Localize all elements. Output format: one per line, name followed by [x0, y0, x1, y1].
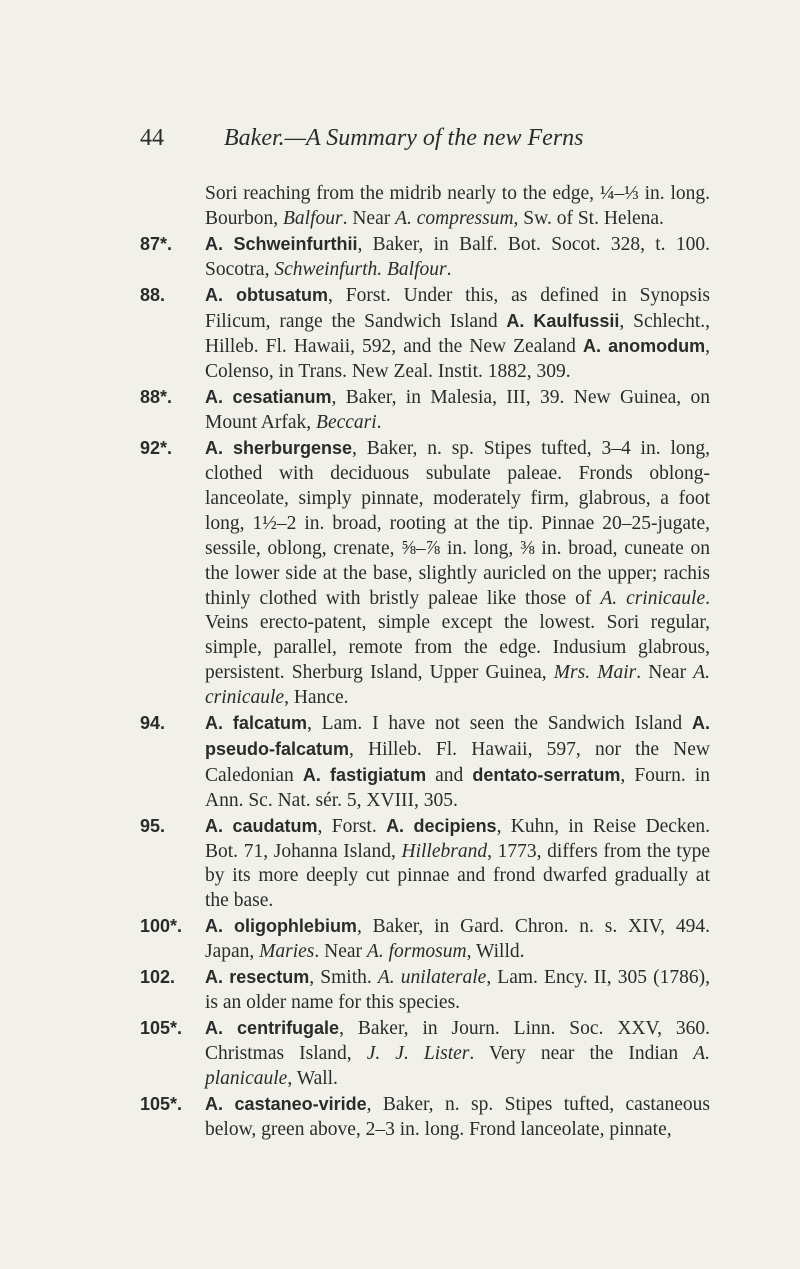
entry-number: 100*.: [140, 916, 183, 937]
italic-text: Maries: [259, 941, 315, 963]
entry-text: , Hance.: [284, 687, 349, 709]
entry-number: 87*.: [140, 233, 173, 254]
entry-paragraph: [140, 182, 710, 232]
entry-paragraph: [140, 385, 710, 436]
entry-text: , Schlecht., Hilleb. Fl. Hawaii, 592, and the New Zealand: [205, 310, 710, 358]
species-name: A. resectum: [205, 967, 310, 988]
italic-text: J. J. Lister: [366, 1042, 470, 1064]
entry-text: , Kuhn, in Reise Decken. Bot. 71, Johanna Island,: [205, 815, 710, 862]
entry-text: , Baker, in Journ. Linn. Soc. XXV, 360. Christmas Island,: [205, 1017, 710, 1064]
italic-text: Mrs. Mair: [553, 662, 637, 684]
entry-number: 92*.: [140, 438, 173, 459]
entry-paragraph: [140, 1092, 710, 1143]
species-name: A. Kaulfussii: [506, 310, 620, 331]
page-body: [140, 182, 710, 1142]
italic-text: Beccari: [316, 412, 377, 434]
entry-paragraph: [140, 814, 710, 915]
entry-text: , Baker, n. sp. Stipes tufted, 3–4 in. long, clothed with deciduous subulate paleae. Fronds oblong-lanceolate, simply pinnate, moderately firm, glabrous, a foot long, 1½–2 in. broad, rooting at the tip. Pinnae 20–25-jugate, sessile, oblong, crenate, ⅝–⅞ in. long, ⅜ in. broad, cuneate on the lower side at the base, slightly auricled on the upper; rachis thinly clothed with bristly paleae like those of: [205, 438, 710, 609]
entry-text: . Near: [636, 662, 694, 684]
entry-text: , Baker, in Gard. Chron. n. s. XIV, 494. Japan,: [205, 916, 710, 963]
entry-text: , Baker, in Balf. Bot. Socot. 328, t. 100. Socotra,: [205, 233, 710, 280]
entry-text: , Forst.: [317, 815, 387, 837]
species-name: A. pseudo-falcatum: [205, 713, 710, 759]
entry-text: . Very near the Indian: [469, 1042, 694, 1064]
entry-paragraph: [140, 965, 710, 1016]
entry-text: , Hilleb. Fl. Hawaii, 597, nor the New Caledonian: [205, 738, 710, 786]
entry-number: 94.: [140, 713, 166, 734]
entry-number: 88.: [140, 284, 166, 305]
entry-text: , Lam. I have not seen the Sandwich Island: [306, 713, 692, 735]
species-name: dentato-serratum: [472, 764, 621, 785]
entry-text: .: [446, 258, 452, 280]
entry-text: and: [426, 764, 473, 786]
italic-text: A. compressum: [395, 207, 514, 229]
entry-text: , Wall.: [287, 1067, 338, 1089]
entry-text: , Baker, n. sp. Stipes tufted, castaneous below, green above, 2–3 in. long. Frond lanceolate, pinnate,: [205, 1093, 710, 1140]
entry-paragraph: [140, 436, 710, 711]
entry-text: . Near: [342, 207, 396, 229]
entry-number: 105*.: [140, 1017, 183, 1038]
entry-text: . Near: [314, 941, 367, 963]
entry-text: , Sw. of St. Helena.: [513, 207, 664, 229]
species-name: A. oligophlebium: [205, 916, 357, 937]
entry-paragraph: [140, 1016, 710, 1092]
entry-text: , Baker, in Malesia, III, 39. New Guinea, on Mount Arfak,: [205, 387, 710, 434]
species-name: A. falcatum: [205, 713, 307, 734]
entry-text: , Willd.: [466, 941, 525, 963]
entry-text: , Smith.: [309, 967, 378, 989]
species-name: A. cesatianum: [205, 387, 332, 408]
entry-paragraph: [140, 914, 710, 965]
entry-text: , Fourn. in Ann. Sc. Nat. sér. 5, XVIII, 305.: [205, 764, 711, 811]
entry-paragraph: [140, 711, 710, 814]
species-name: A. obtusatum: [205, 284, 328, 305]
species-name: A. castaneo-viride: [205, 1093, 367, 1114]
entry-text: , Forst. Under this, as defined in Synopsis Filicum, range the Sandwich Island: [205, 284, 711, 332]
species-name: A. caudatum: [205, 815, 318, 836]
italic-text: A. crinicaule: [600, 587, 706, 609]
page-number: 44: [140, 125, 164, 151]
entry-text: , 1773, differs from the type by its more deeply cut pinnae and frond dwarfed gradually at the base.: [205, 840, 710, 912]
entry-text: . Veins erecto-patent, simple except the lowest. Sori regular, simple, parallel, remote from the edge. Indusium glabrous, persistent. Sherburg Island, Upper Guinea,: [205, 587, 710, 684]
italic-text: A. crinicaule: [205, 662, 710, 709]
italic-text: Balfour: [283, 207, 343, 229]
entry-paragraph: [140, 283, 710, 386]
species-name: A. centrifugale: [205, 1017, 340, 1038]
species-name: A. decipiens: [386, 815, 497, 836]
entry-number: 95.: [140, 815, 166, 836]
italic-text: A. unilaterale: [377, 967, 487, 989]
italic-text: A. planicaule: [205, 1042, 710, 1089]
italic-text: Schweinfurth. Balfour: [274, 258, 447, 280]
entry-text: Sori reaching from the midrib nearly to the edge, ¼–⅓ in. long. Bourbon,: [205, 183, 710, 229]
entry-number: 105*.: [140, 1093, 183, 1114]
species-name: A. sherburgense: [205, 438, 353, 459]
entry-number: 88*.: [140, 387, 173, 408]
italic-text: A. formosum: [366, 941, 467, 963]
species-name: A. Schweinfurthii: [205, 233, 358, 254]
italic-text: Hillebrand: [401, 840, 488, 862]
entry-number: 102.: [140, 967, 176, 988]
entry-paragraph: [140, 232, 710, 283]
running-title: Baker.—A Summary of the new Ferns: [224, 125, 584, 151]
entry-text: , Lam. Ency. II, 305 (1786), is an older name for this species.: [205, 967, 711, 1013]
species-name: A. fastigiatum: [302, 764, 427, 785]
species-name: A. anomodum: [582, 336, 706, 357]
entry-text: .: [376, 412, 382, 434]
entry-text: , Colenso, in Trans. New Zeal. Instit. 1882, 309.: [205, 336, 711, 383]
